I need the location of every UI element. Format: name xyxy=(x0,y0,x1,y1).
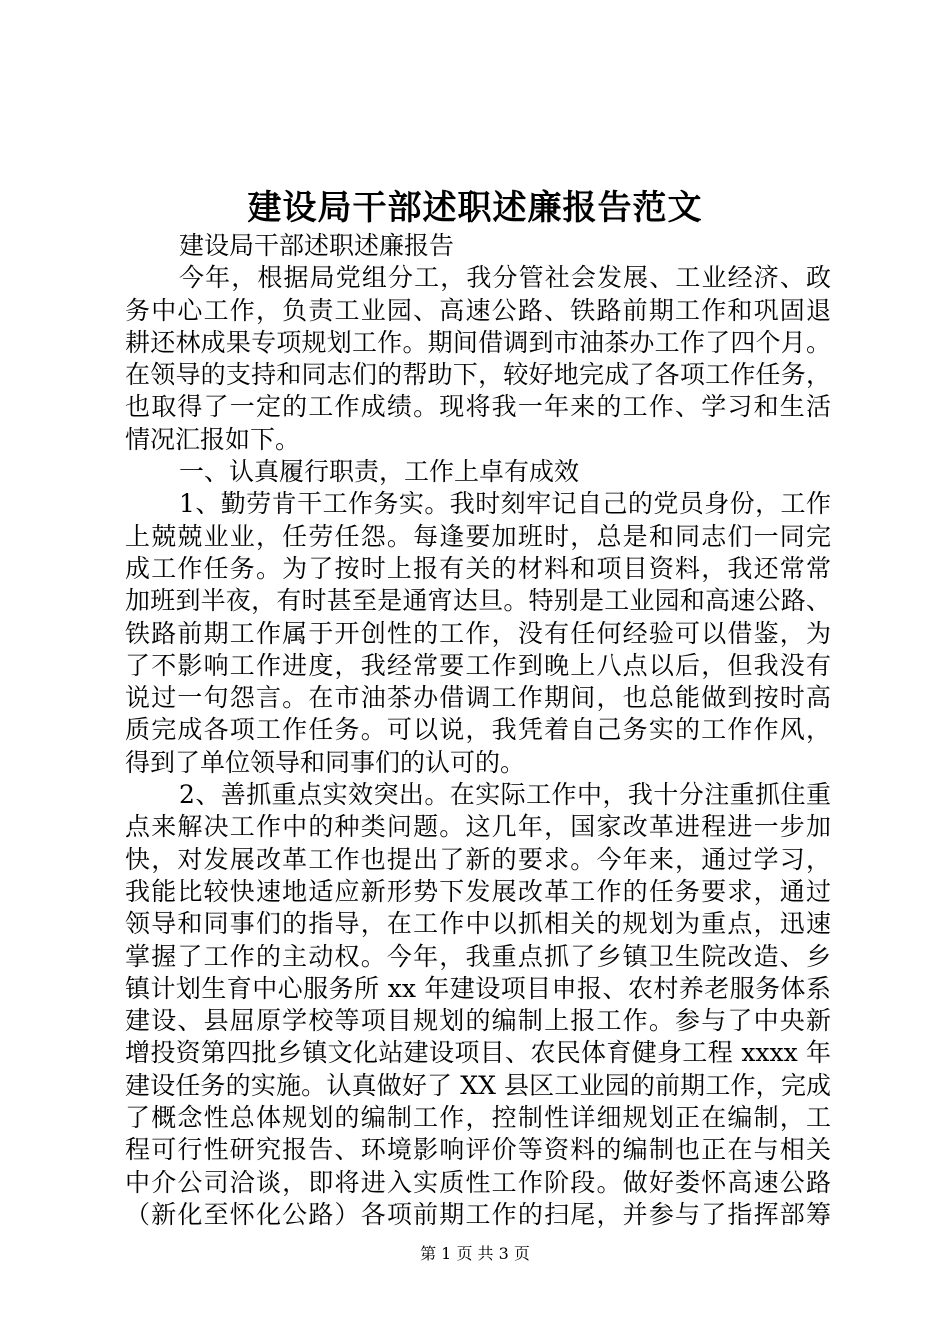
text-line: 今年，根据局党组分工，我分管社会发展、工业经济、政 xyxy=(179,263,831,293)
document-title: 建设局干部述职述廉报告范文 xyxy=(247,188,703,228)
text-line: 建设局干部述职述廉报告 xyxy=(179,231,455,260)
text-line: 质完成各项工作任务。可以说，我凭着自己务实的工作作风， xyxy=(125,715,831,745)
text-line: 上兢兢业业，任劳任怨。每逢要加班时，总是和同志们一同完 xyxy=(125,521,831,551)
text-line: 也取得了一定的工作成绩。现将我一年来的工作、学习和生活 xyxy=(125,392,831,422)
text-line: 铁路前期工作属于开创性的工作，没有任何经验可以借鉴，为 xyxy=(125,618,831,648)
text-line: 加班到半夜，有时甚至是通宵达旦。特别是工业园和高速公路、 xyxy=(125,586,831,616)
text-line: 建设任务的实施。认真做好了 XX 县区工业园的前期工作，完成 xyxy=(125,1070,831,1100)
document-body xyxy=(125,230,831,1231)
text-line: 点来解决工作中的种类问题。这几年，国家改革进程进一步加 xyxy=(125,812,831,842)
text-line: 得到了单位领导和同事们的认可的。 xyxy=(125,747,526,777)
text-line: 一、认真履行职责，工作上卓有成效 xyxy=(179,457,580,487)
text-line: 说过一句怨言。在市油茶办借调工作期间，也总能做到按时高 xyxy=(125,683,831,713)
text-line: 领导和同事们的指导，在工作中以抓相关的规划为重点，迅速 xyxy=(125,909,831,939)
text-line: 我能比较快速地适应新形势下发展改革工作的任务要求，通过 xyxy=(125,876,831,906)
text-line: 了概念性总体规划的编制工作，控制性详细规划正在编制，工 xyxy=(125,1103,831,1133)
text-line: 在领导的支持和同志们的帮助下，较好地完成了各项工作任务， xyxy=(125,360,831,390)
text-line: 镇计划生育中心服务所 xx 年建设项目申报、农村养老服务体系 xyxy=(125,973,831,1003)
text-line: 情况汇报如下。 xyxy=(125,424,301,454)
text-line: 快，对发展改革工作也提出了新的要求。今年来，通过学习， xyxy=(125,844,831,874)
text-line: （新化至怀化公路）各项前期工作的扫尾，并参与了指挥部筹 xyxy=(125,1199,831,1229)
text-line: 2、善抓重点实效突出。在实际工作中，我十分注重抓住重 xyxy=(179,780,831,810)
text-line: 增投资第四批乡镇文化站建设项目、农民体育健身工程 xxxx 年 xyxy=(125,1038,831,1068)
page-footer: 第 1 页 共 3 页 xyxy=(420,1244,530,1263)
text-line: 了不影响工作进度，我经常要工作到晚上八点以后，但我没有 xyxy=(125,650,831,680)
text-line: 耕还林成果专项规划工作。期间借调到市油茶办工作了四个月。 xyxy=(125,327,831,357)
text-line: 掌握了工作的主动权。今年，我重点抓了乡镇卫生院改造、乡 xyxy=(125,941,831,971)
text-line: 程可行性研究报告、环境影响评价等资料的编制也正在与相关 xyxy=(125,1135,831,1165)
text-line: 建设、县屈原学校等项目规划的编制上报工作。参与了中央新 xyxy=(125,1006,831,1036)
text-line: 1、勤劳肯干工作务实。我时刻牢记自己的党员身份，工作 xyxy=(179,489,831,519)
text-line: 务中心工作，负责工业园、高速公路、铁路前期工作和巩固退 xyxy=(125,295,831,325)
text-line: 中介公司洽谈，即将进入实质性工作阶段。做好娄怀高速公路 xyxy=(125,1167,831,1197)
text-line: 成工作任务。为了按时上报有关的材料和项目资料，我还常常 xyxy=(125,553,831,583)
